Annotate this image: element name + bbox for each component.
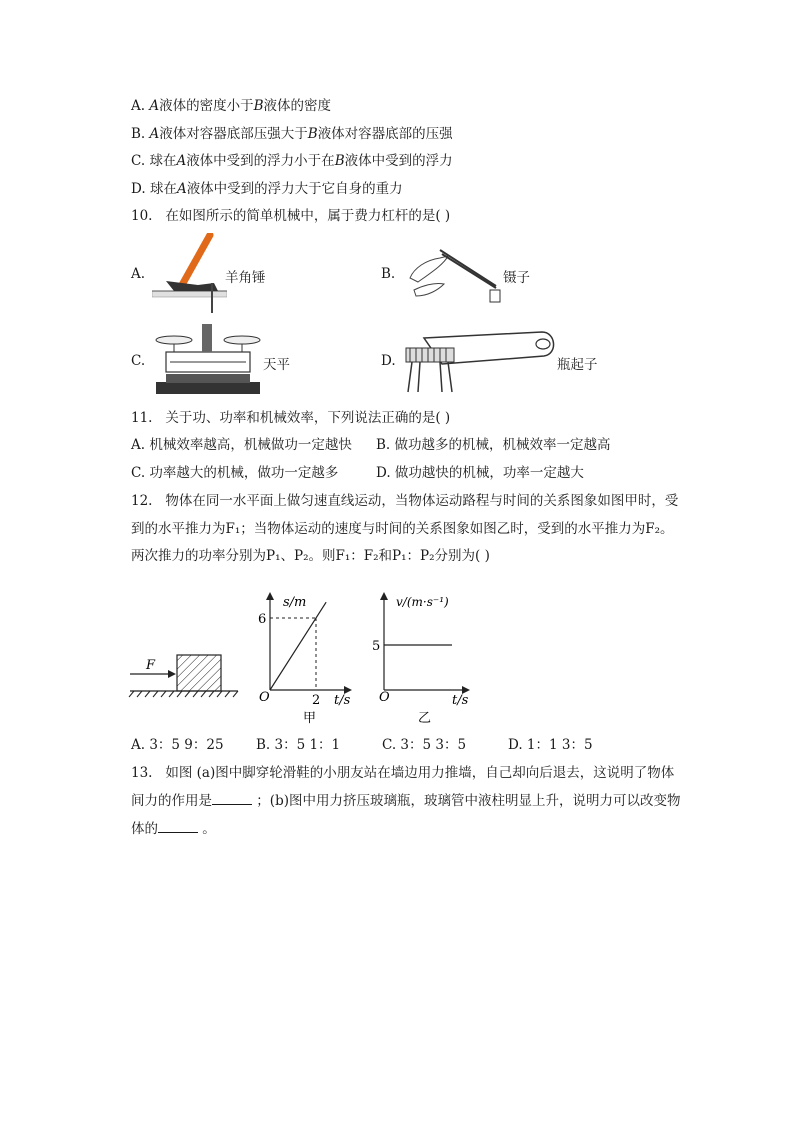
q10-option-a-label: A. xyxy=(131,266,146,282)
y-axis-label: v/(m·s⁻¹) xyxy=(396,595,449,609)
q10-option-d-label: D. xyxy=(381,353,396,369)
claw-hammer-image xyxy=(152,233,227,315)
q11-option-b: B. 做功越多的机械，机械效率一定越高 xyxy=(376,437,611,453)
origin-label: O xyxy=(259,690,270,705)
q11-option-d: D. 做功越快的机械，功率一定越大 xyxy=(376,465,584,481)
q9-option-c: C. 球在A液体中受到的浮力小于在B液体中受到的浮力 xyxy=(131,153,453,169)
series-line xyxy=(270,602,326,690)
q9-option-b: B. A液体对容器底部压强大于B液体对容器底部的压强 xyxy=(131,126,453,142)
q12-stem-line3: 两次推力的功率分别为P₁、P₂。则F₁：F₂和P₁：P₂分别为( ) xyxy=(131,548,490,564)
chart-s-t xyxy=(252,590,362,730)
q9-option-d: D. 球在A液体中受到的浮力大于它自身的重力 xyxy=(131,181,403,197)
x-tick-label: 2 xyxy=(312,693,321,708)
q12-option-c: C. 3：5 3：5 xyxy=(382,737,467,753)
q10-option-b-label: B. xyxy=(381,266,396,282)
q11-option-c: C. 功率越大的机械，做功一定越多 xyxy=(131,465,339,481)
q13-stem-line3: 体的 。 xyxy=(131,821,216,837)
q11-stem: 11. 关于功、功率和机械效率，下列说法正确的是( ) xyxy=(131,410,451,426)
answer-blank-1[interactable] xyxy=(212,792,252,805)
q13-stem-line1: 13. 如图 (a)图中脚穿轮滑鞋的小朋友站在墙边用力推墙，自己却向后退去，这说明了物体 xyxy=(131,765,675,781)
q10-option-c-label: C. xyxy=(131,353,146,369)
balance-scale-image xyxy=(152,322,264,398)
q10-option-b-name: 镊子 xyxy=(503,270,530,286)
bottle-opener-image xyxy=(402,328,560,394)
y-axis-label: s/m xyxy=(283,595,307,610)
q9-option-a: A. A液体的密度小于B液体的密度 xyxy=(131,98,332,114)
chart-caption: 甲 xyxy=(303,711,317,726)
y-tick-label: 6 xyxy=(258,612,267,627)
origin-label: O xyxy=(379,690,390,705)
q12-stem-line1: 12. 物体在同一水平面上做匀速直线运动，当物体运动路程与时间的关系图象如图甲时，受 xyxy=(131,493,679,509)
q10-option-d-name: 瓶起子 xyxy=(557,357,598,373)
q11-option-a: A. 机械效率越高，机械做功一定越快 xyxy=(131,437,352,453)
q10-option-c-name: 天平 xyxy=(263,357,290,373)
force-label: F xyxy=(146,658,156,673)
q12-option-b: B. 3：5 1：1 xyxy=(256,737,341,753)
q10-stem: 10. 在如图所示的简单机械中，属于费力杠杆的是( ) xyxy=(131,208,451,224)
q12-option-a: A. 3：5 9：25 xyxy=(131,737,224,753)
q13-stem-line2: 间力的作用是 ；(b)图中用力挤压玻璃瓶，玻璃管中液柱明显上升，说明力可以改变物 xyxy=(131,793,681,809)
answer-blank-2[interactable] xyxy=(158,820,198,833)
q10-option-a-name: 羊角锤 xyxy=(225,270,266,286)
q12-stem-line2: 到的水平推力为F₁；当物体运动的速度与时间的关系图象如图乙时，受到的水平推力为F₂。 xyxy=(131,521,674,537)
tweezers-image xyxy=(404,238,504,306)
q12-option-d: D. 1：1 3：5 xyxy=(508,737,593,753)
pushed-block-diagram xyxy=(128,650,240,700)
x-axis-label: t/s xyxy=(334,693,351,708)
chart-v-t xyxy=(370,590,480,730)
y-tick-label: 5 xyxy=(372,639,381,654)
x-axis-label: t/s xyxy=(452,693,469,708)
chart-caption: 乙 xyxy=(418,711,432,726)
